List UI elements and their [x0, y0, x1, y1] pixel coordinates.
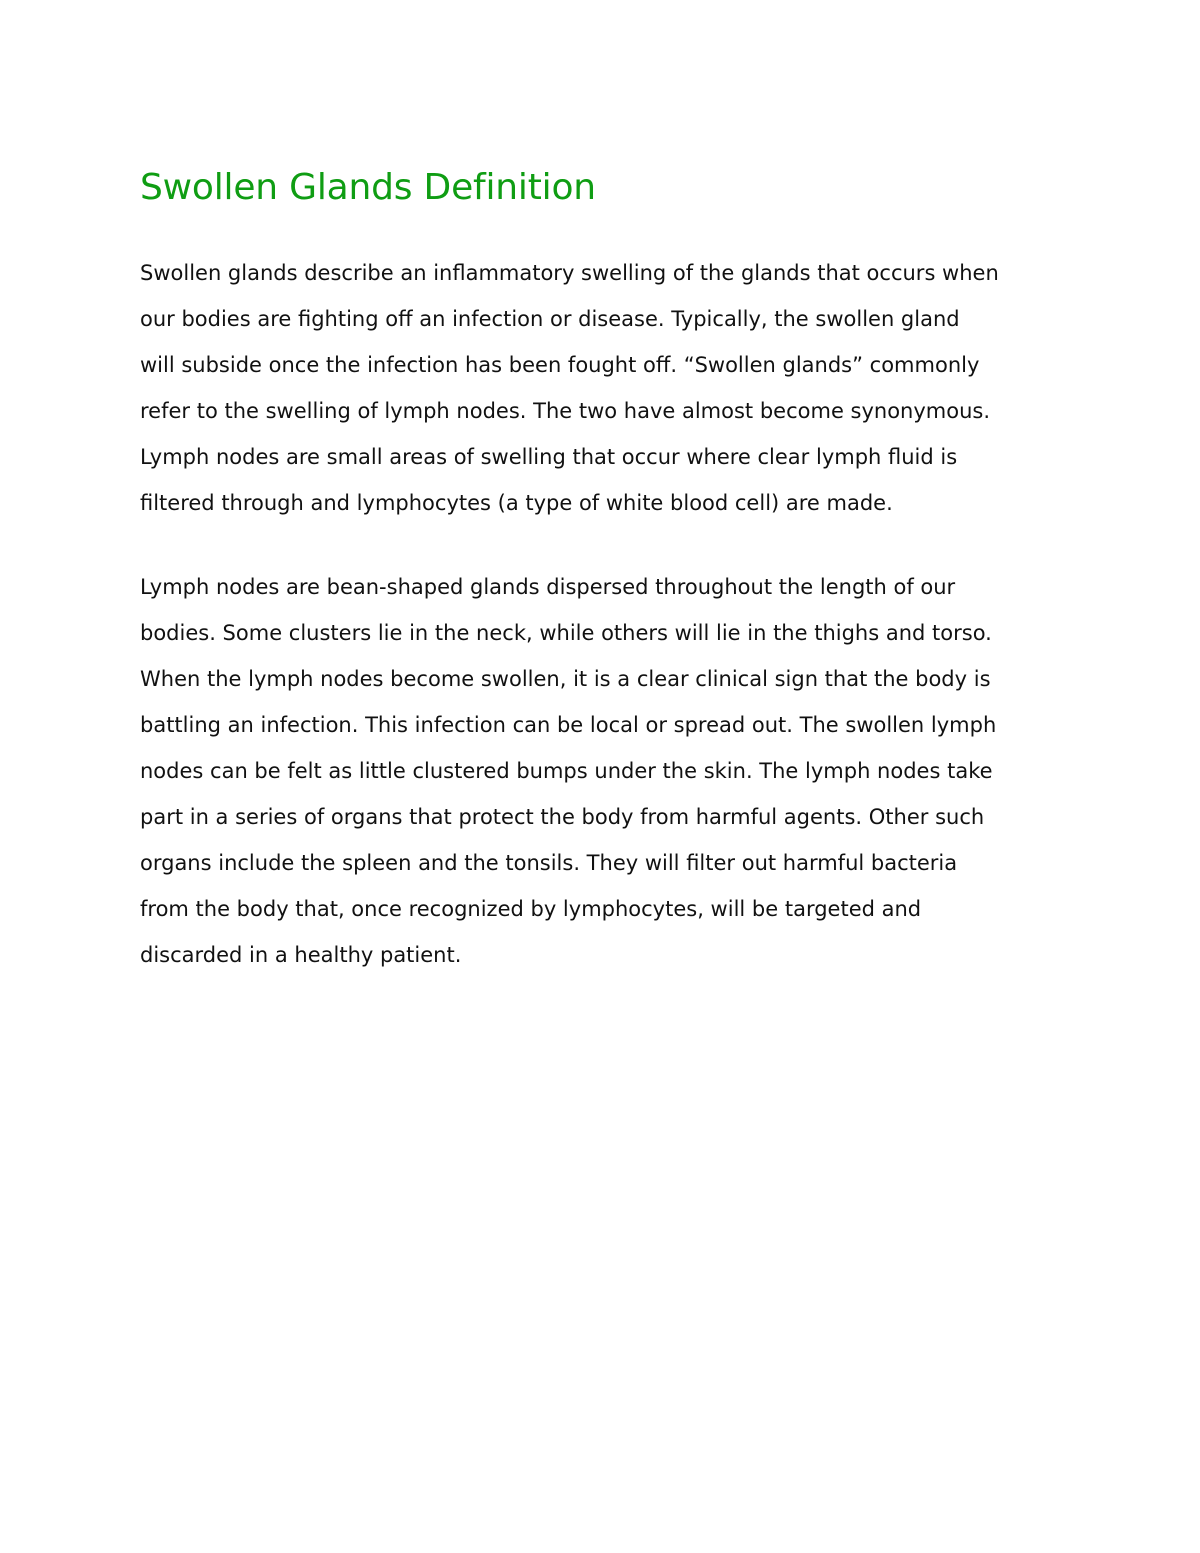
paragraph-2	[140, 564, 1070, 978]
paragraph-line: nodes can be felt as little clustered bumps under the skin. The lymph nodes take	[140, 759, 993, 783]
paragraph-line: refer to the swelling of lymph nodes. The two have almost become synonymous.	[140, 399, 991, 423]
paragraph-line: will subside once the infection has been fought off. “Swollen glands” commonly	[140, 353, 980, 377]
paragraph-1	[140, 250, 1070, 526]
paragraph-line: from the body that, once recognized by lymphocytes, will be targeted and	[140, 897, 922, 921]
paragraph-line: part in a series of organs that protect the body from harmful agents. Other such	[140, 805, 985, 829]
paragraph-line: Lymph nodes are bean-shaped glands dispersed throughout the length of our	[140, 575, 956, 599]
paragraph-line: bodies. Some clusters lie in the neck, while others will lie in the thighs and torso.	[140, 621, 992, 645]
paragraph-line: filtered through and lymphocytes (a type of white blood cell) are made.	[140, 491, 893, 515]
document-content	[140, 162, 1070, 978]
document-title: Swollen Glands Definition	[140, 167, 596, 208]
paragraph-line: Swollen glands describe an inflammatory swelling of the glands that occurs when	[140, 261, 999, 285]
paragraph-line: our bodies are fighting off an infection or disease. Typically, the swollen gland	[140, 307, 960, 331]
paragraph-line: Lymph nodes are small areas of swelling that occur where clear lymph fluid is	[140, 445, 958, 469]
paragraph-line: discarded in a healthy patient.	[140, 943, 462, 967]
paragraph-line: battling an infection. This infection can be local or spread out. The swollen lymph	[140, 713, 997, 737]
paragraph-line: When the lymph nodes become swollen, it is a clear clinical sign that the body is	[140, 667, 991, 691]
paragraph-line: organs include the spleen and the tonsils. They will filter out harmful bacteria	[140, 851, 958, 875]
